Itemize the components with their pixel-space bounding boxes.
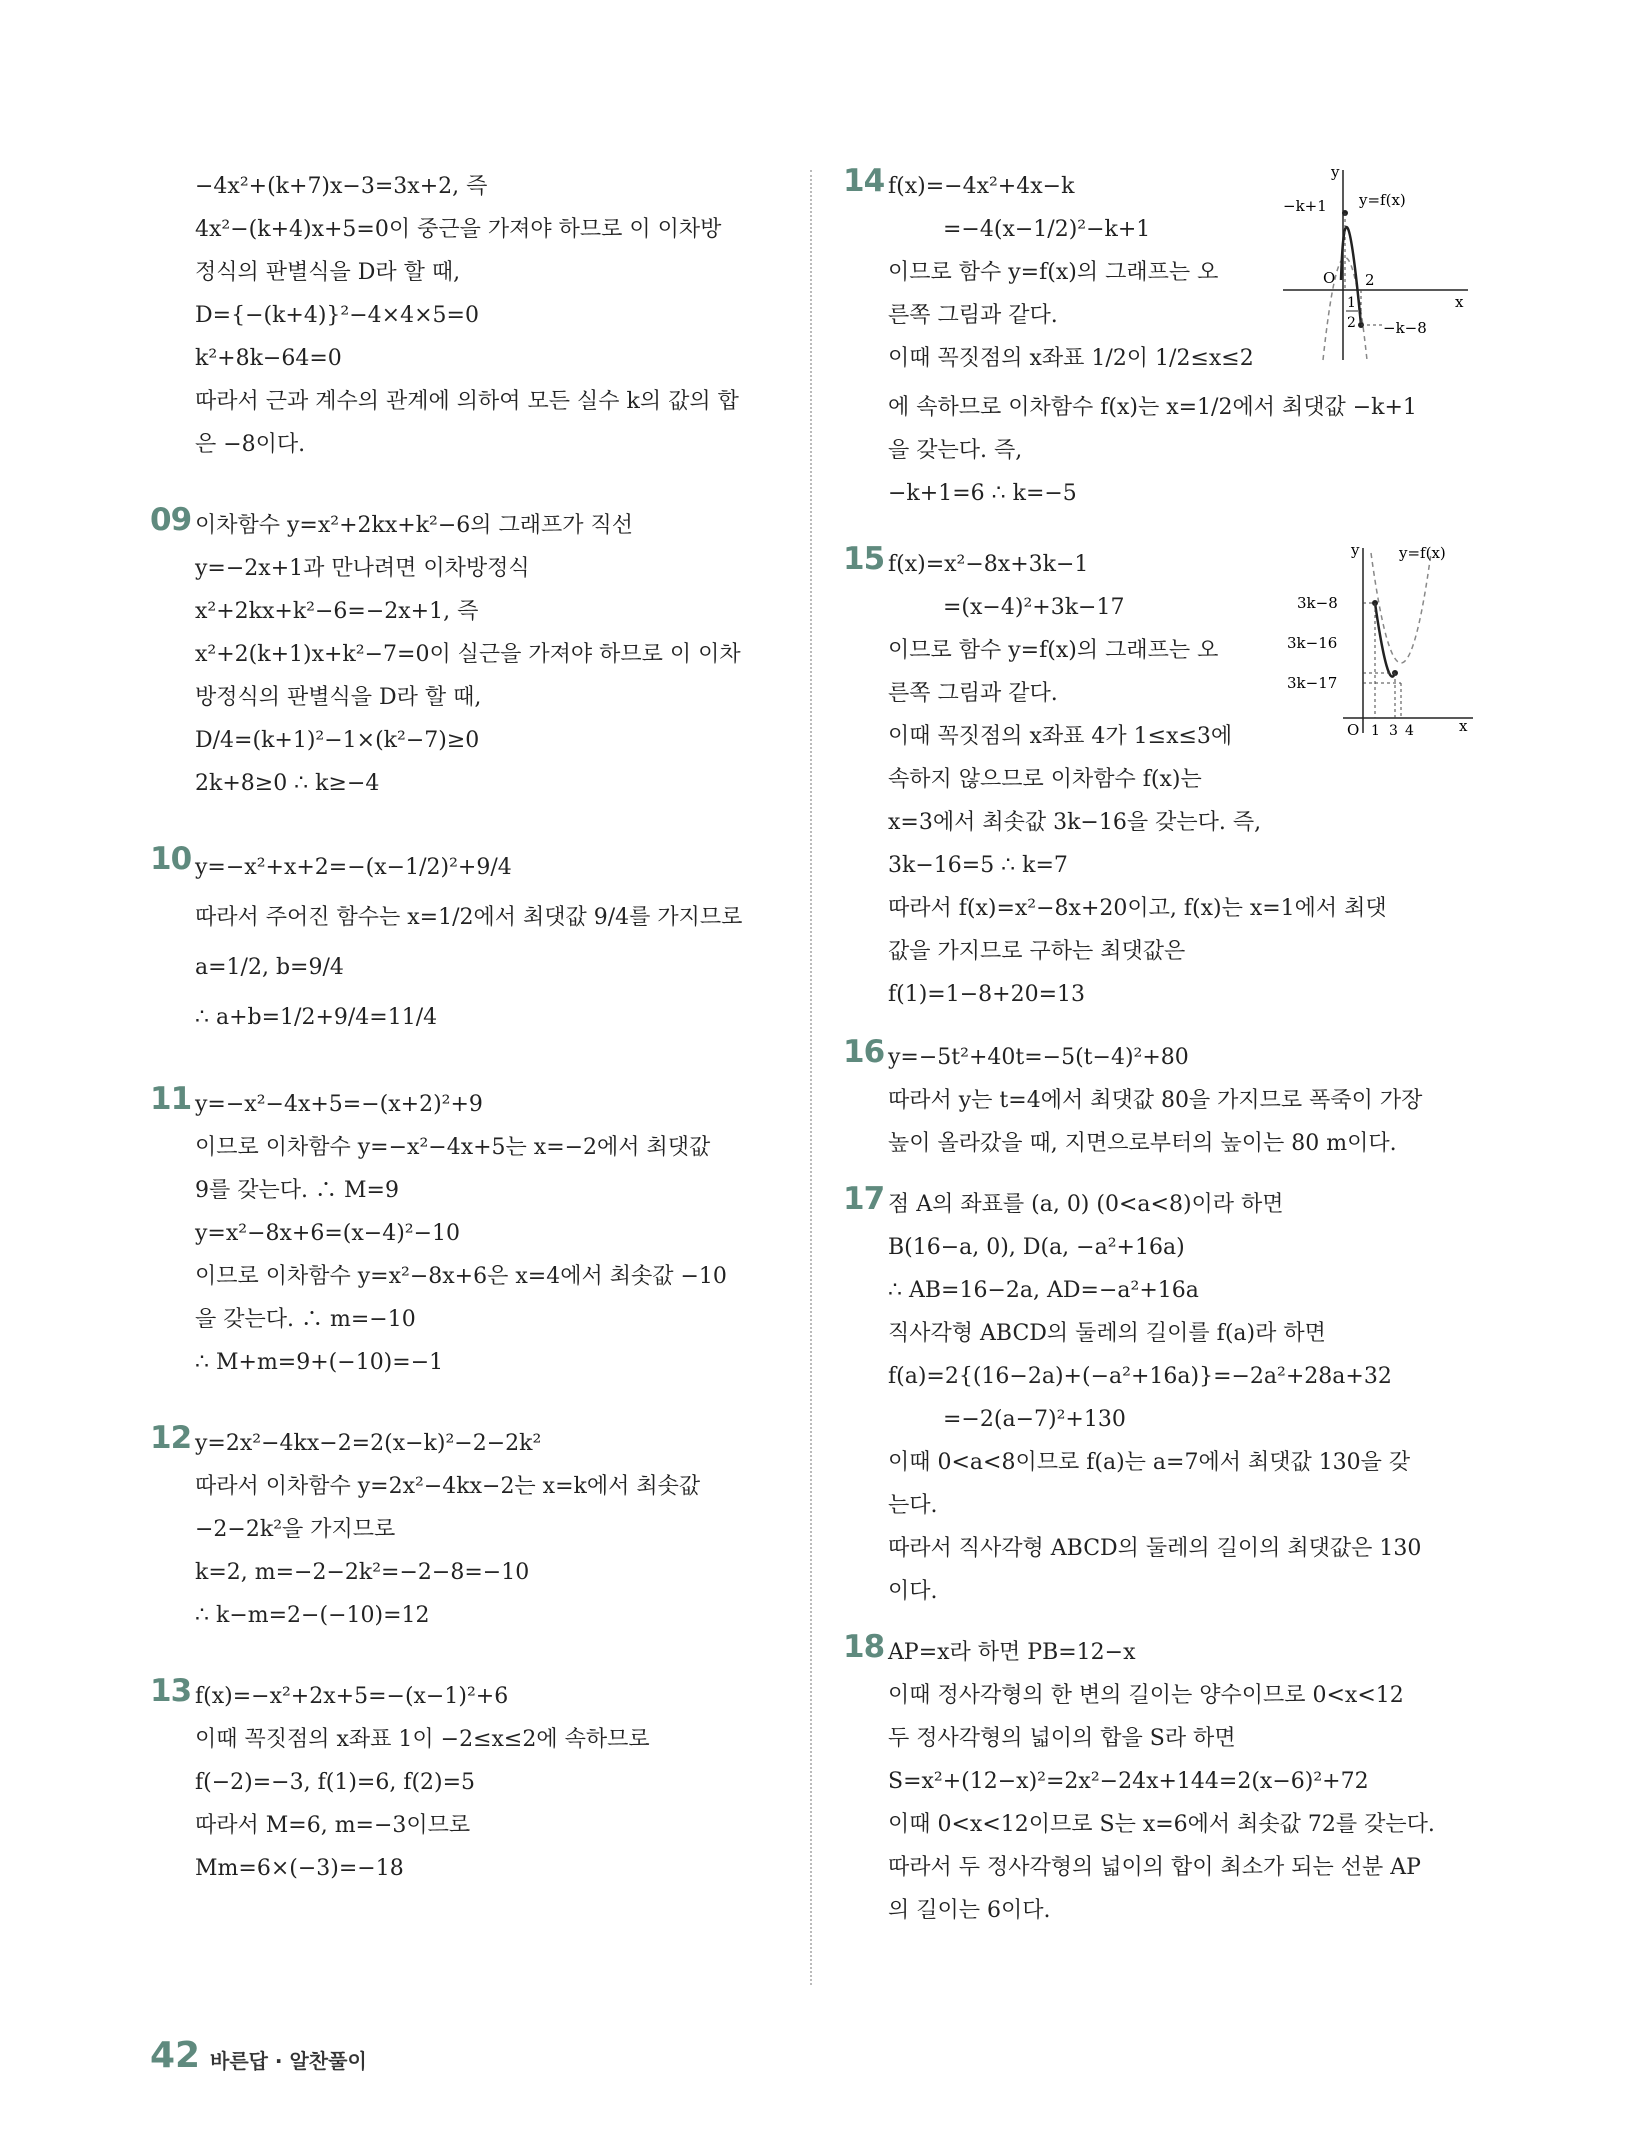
solution-line: ∴ M+m=9+(−10)=−1 — [195, 1350, 444, 1375]
graph-label: −k+1 — [1283, 197, 1327, 215]
problem-number: 13 — [150, 1673, 192, 1709]
solution-line: 3k−16=5 ∴ k=7 — [888, 853, 1068, 878]
solution-line: f(x)=−x²+2x+5=−(x−1)²+6 — [195, 1684, 509, 1709]
problem-12 — [150, 1422, 780, 1637]
solution-line: 방정식의 판별식을 D라 할 때, — [195, 685, 482, 710]
problem-number: 14 — [843, 163, 885, 199]
page-number: 42 — [150, 2035, 201, 2076]
solution-line: 점 A의 좌표를 (a, 0) (0<a<8)이라 하면 — [888, 1192, 1284, 1217]
y-axis-label: y — [1331, 165, 1340, 181]
problem-16 — [843, 1036, 1483, 1165]
solution-line: 따라서 M=6, m=−3이므로 — [195, 1813, 471, 1838]
solution-line: 이차함수 y=x²+2kx+k²−6의 그래프가 직선 — [195, 513, 634, 538]
problem-number: 10 — [150, 841, 192, 877]
solution-line: 정식의 판별식을 D라 할 때, — [195, 260, 461, 285]
solution-line: y=−5t²+40t=−5(t−4)²+80 — [888, 1045, 1189, 1070]
problem-14 — [843, 165, 1483, 515]
solution-line: k=2, m=−2−2k²=−2−8=−10 — [195, 1560, 530, 1585]
solution-line: 이때 꼭짓점의 x좌표 1이 −2≤x≤2에 속하므로 — [195, 1727, 650, 1752]
graph-label: 3k−16 — [1287, 634, 1338, 652]
problem-17 — [843, 1183, 1483, 1613]
solution-line: x=3에서 최솟값 3k−16을 갖는다. 즉, — [888, 810, 1262, 835]
tick-label: 2 — [1347, 315, 1356, 331]
solution-line: y=−x²+x+2=−(x−1/2)²+9/4 — [195, 855, 512, 880]
problem-number: 17 — [843, 1181, 885, 1217]
solution-line: 이때 0<x<12이므로 S는 x=6에서 최솟값 72를 갖는다. — [888, 1812, 1435, 1837]
solution-line: f(1)=1−8+20=13 — [888, 982, 1086, 1007]
solution-line: 따라서 주어진 함수는 x=1/2에서 최댓값 9/4를 가지므로 — [195, 905, 743, 930]
solution-line: 따라서 f(x)=x²−8x+20이고, f(x)는 x=1에서 최댓 — [888, 896, 1387, 921]
solution-line: −4x²+(k+7)x−3=3x+2, 즉 — [195, 174, 488, 199]
solution-line: 이때 꼭짓점의 x좌표 4가 1≤x≤3에 — [888, 724, 1233, 749]
graph-label: 3k−8 — [1297, 594, 1338, 612]
parabola-solid — [1375, 603, 1395, 677]
solution-line: 이때 꼭짓점의 x좌표 1/2이 1/2≤x≤2 — [888, 346, 1254, 371]
solution-line: 속하지 않으므로 이차함수 f(x)는 — [888, 767, 1202, 792]
solution-line: Mm=6×(−3)=−18 — [195, 1856, 404, 1881]
problem-number: 12 — [150, 1420, 192, 1456]
tick-label: 2 — [1365, 271, 1375, 289]
solution-line: 2k+8≥0 ∴ k≥−4 — [195, 771, 380, 796]
solution-line: 값을 가지므로 구하는 최댓값은 — [888, 939, 1186, 964]
solution-line: 른쪽 그림과 같다. — [888, 681, 1058, 706]
footer-title: 바른답 · 알찬풀이 — [210, 2049, 367, 2073]
solution-line: y=x²−8x+6=(x−4)²−10 — [195, 1221, 461, 1246]
solution-line: y=−2x+1과 만나려면 이차방정식 — [195, 556, 530, 581]
solution-line: 이다. — [888, 1579, 938, 1604]
problem-10 — [150, 843, 780, 1043]
solution-line: 따라서 두 정사각형의 넓이의 합이 최소가 되는 선분 AP — [888, 1855, 1421, 1880]
solution-line: k²+8k−64=0 — [195, 346, 342, 371]
tick-label: 1 — [1371, 723, 1380, 739]
solution-line: 따라서 이차함수 y=2x²−4kx−2는 x=k에서 최솟값 — [195, 1474, 701, 1499]
graph-problem-15 — [1283, 543, 1478, 743]
y-axis-label: y — [1351, 543, 1360, 559]
solution-line: f(−2)=−3, f(1)=6, f(2)=5 — [195, 1770, 476, 1795]
right-column — [843, 165, 1483, 1932]
problem-number: 11 — [150, 1081, 192, 1117]
tick-label: 3 — [1389, 723, 1398, 739]
tick-label: 4 — [1405, 723, 1414, 739]
solution-line: B(16−a, 0), D(a, −a²+16a) — [888, 1235, 1185, 1260]
solution-line: a=1/2, b=9/4 — [195, 955, 344, 980]
solution-line: f(x)=−4x²+4x−k — [888, 174, 1075, 199]
solution-line: f(a)=2{(16−2a)+(−a²+16a)}=−2a²+28a+32 — [888, 1364, 1392, 1389]
solution-line: x²+2(k+1)x+k²−7=0이 실근을 가져야 하므로 이 이차 — [195, 642, 741, 667]
solution-line: 이므로 이차함수 y=x²−8x+6은 x=4에서 최솟값 −10 — [195, 1264, 727, 1289]
solution-line: 이므로 함수 y=f(x)의 그래프는 오 — [888, 260, 1219, 285]
solution-line: x²+2kx+k²−6=−2x+1, 즉 — [195, 599, 479, 624]
solution-line: ∴ a+b=1/2+9/4=11/4 — [195, 1005, 438, 1030]
solution-line: S=x²+(12−x)²=2x²−24x+144=2(x−6)²+72 — [888, 1769, 1369, 1794]
graph-label: −k−8 — [1383, 319, 1427, 337]
origin-label: O — [1323, 269, 1336, 287]
solution-line: 른쪽 그림과 같다. — [888, 303, 1058, 328]
solution-line: 두 정사각형의 넓이의 합을 S라 하면 — [888, 1726, 1236, 1751]
solution-line: AP=x라 하면 PB=12−x — [888, 1640, 1136, 1665]
x-axis-label: x — [1459, 717, 1468, 735]
solution-line: ∴ AB=16−2a, AD=−a²+16a — [888, 1278, 1199, 1303]
solution-line: y=2x²−4kx−2=2(x−k)²−2−2k² — [195, 1431, 542, 1456]
solution-line: 따라서 근과 계수의 관계에 의하여 모든 실수 k의 값의 합 — [195, 389, 739, 414]
solution-line: 9를 갖는다. ∴ M=9 — [195, 1178, 399, 1203]
solution-line: 을 갖는다. 즉, — [888, 438, 1023, 463]
x-axis-label: x — [1455, 293, 1464, 311]
tick-label: 1 — [1347, 295, 1356, 311]
solution-line: 따라서 직사각형 ABCD의 둘레의 길이의 최댓값은 130 — [888, 1536, 1422, 1561]
solution-line: 따라서 y는 t=4에서 최댓값 80을 가지므로 폭죽이 가장 — [888, 1088, 1423, 1113]
parabola-dashed — [1371, 553, 1431, 663]
problem-11 — [150, 1083, 780, 1384]
problem-number: 15 — [843, 541, 885, 577]
solution-line: 는다. — [888, 1493, 938, 1518]
problem-number: 18 — [843, 1629, 885, 1665]
problem-08-continuation — [150, 165, 780, 466]
solution-line: =(x−4)²+3k−17 — [943, 595, 1125, 620]
solution-line: 이때 정사각형의 한 변의 길이는 양수이므로 0<x<12 — [888, 1683, 1404, 1708]
solution-line: y=−x²−4x+5=−(x+2)²+9 — [195, 1092, 483, 1117]
solution-line: =−4(x−1/2)²−k+1 — [943, 217, 1151, 242]
problem-18 — [843, 1631, 1483, 1932]
solution-line: ∴ k−m=2−(−10)=12 — [195, 1603, 430, 1628]
solution-line: 높이 올라갔을 때, 지면으로부터의 높이는 80 m이다. — [888, 1131, 1397, 1156]
curve-label: y=f(x) — [1399, 544, 1446, 562]
solution-line: =−2(a−7)²+130 — [943, 1407, 1126, 1432]
problem-15 — [843, 543, 1483, 1016]
solution-line: 을 갖는다. ∴ m=−10 — [195, 1307, 416, 1332]
curve-label: y=f(x) — [1359, 191, 1406, 209]
solution-line: 직사각형 ABCD의 둘레의 길이를 f(a)라 하면 — [888, 1321, 1326, 1346]
left-column — [150, 165, 780, 1890]
origin-label: O — [1347, 721, 1360, 739]
solution-line: 은 −8이다. — [195, 432, 306, 457]
problem-09 — [150, 504, 780, 805]
solution-line: 이므로 함수 y=f(x)의 그래프는 오 — [888, 638, 1219, 663]
solution-line: D/4=(k+1)²−1×(k²−7)≥0 — [195, 728, 480, 753]
graph-label: 3k−17 — [1287, 674, 1338, 692]
solution-line: 이므로 이차함수 y=−x²−4x+5는 x=−2에서 최댓값 — [195, 1135, 711, 1160]
column-divider — [810, 170, 812, 1985]
problem-number: 09 — [150, 502, 192, 538]
solution-line: f(x)=x²−8x+3k−1 — [888, 552, 1089, 577]
solution-line: 의 길이는 6이다. — [888, 1898, 1051, 1923]
graph-problem-14 — [1283, 165, 1473, 365]
solution-line: D={−(k+4)}²−4×4×5=0 — [195, 303, 479, 328]
problem-13 — [150, 1675, 780, 1890]
solution-line: −2−2k²을 가지므로 — [195, 1517, 396, 1542]
problem-number: 16 — [843, 1034, 885, 1070]
solution-line: 에 속하므로 이차함수 f(x)는 x=1/2에서 최댓값 −k+1 — [888, 395, 1417, 420]
solution-line: −k+1=6 ∴ k=−5 — [888, 481, 1077, 506]
solution-line: 4x²−(k+4)x+5=0이 중근을 가져야 하므로 이 이차방 — [195, 217, 722, 242]
solution-line: 이때 0<a<8이므로 f(a)는 a=7에서 최댓값 130을 갖 — [888, 1450, 1411, 1475]
